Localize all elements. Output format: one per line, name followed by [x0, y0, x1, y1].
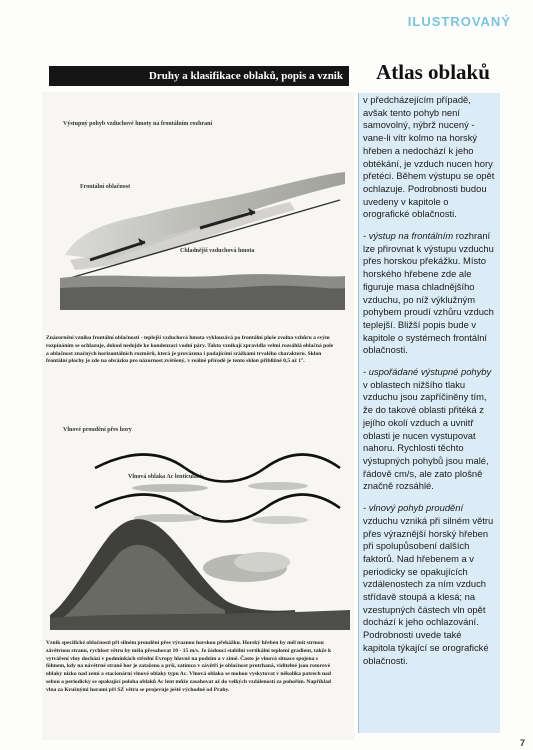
sidebar-paragraph-3 [359, 366, 500, 493]
sidebar-text-4: vzduchu vzniká při silném větru přes výraznější horský hřeben při spolupůsobení dalších faktorů. Nad hřebenem a v periodicky se opakujících vzdálenostech za ním vzduch střídavě stoupá a klesá; na vzestupných částech vln opět dochází k jeho ochlazování. Podrobnosti uvede také kapitola týkající se orografické oblačnosti. [363, 514, 494, 666]
cold-air-label: Chladnější vzduchová hmota [180, 248, 255, 254]
page-number: 7 [519, 738, 525, 748]
sidebar-lead-2: - výstup na frontálním [363, 230, 454, 242]
frontal-cloud-label: Frontální oblačnost [80, 184, 131, 190]
figure1-heading: Výstupný pohyb vzduchové hmoty na frontálním rozhraní [63, 121, 213, 127]
sidebar-text-2: rozhraní lze přirovnat k výstupu vzduchu přes horskou překážku. Místo horského hřebene zde ale figuruje masa chladnějšího vzduchu, po níž výklužným pohybem proudí vzhůru vzduch teplejší. Bližší popis bude v kapitole o systémech frontální oblačnosti. [363, 230, 494, 356]
atlas-title: Atlas oblaků [376, 60, 490, 84]
sidebar-lead-4: - vlnový pohyb proudění [363, 502, 464, 514]
section-title-bar: Druhy a klasifikace oblaků, popis a vznik [49, 66, 349, 86]
figure1-caption: Znázornění vzniku frontální oblačnosti - teplejší vzduchová hmota vyklouzává po frontální ploše zvolna vzhůru a svým rozpínáním se ochlazuje, dokud nedojde ke kondenzaci vodní páry. Takto vznikají zpravidla velmi rozsáhlá oblačná pole a oblačnost značných horizontálních rozměrů, která je provázena i padajícími srážkami trvalého charakteru. Sklon frontální plochy je zde na obrázku pro názornost zvětšený, v reálné přírodě je tento sklon přibližně 0,5 až 1°. [46, 335, 334, 365]
sidebar-paragraph-4 [359, 502, 500, 667]
figure2-caption: Vznik specifické oblačnosti při silném proudění přes výraznou horskou překážku. Horský hřeben by měl mít strmou závětrnou stranu, rychlost větru by měla přesahovat 10 - 15 m/s. Je žádoucí stabilní vertikální teplotní gradient, takže k vytváření vlny dochází v podmínkách střední Evropy hlavně na podzim a v zimě. Často je vlnová situace spojena s föhnem, kdy na návětrné straně hor je zataženo a prší, zatímco v závětří je oblačnost protrhaná, viditelné jsou rotorové oblaky nízko nad zemí a stacionární vlnové oblaky typu Ac. Vlnová oblaka se mohou vyskytovat v několika patrech nad sebou a periodicky se opakující poloha oblaků Ac lent může zasahovat až do velkých vzdáleností za pohořím. Například vlna za Krušnými horami při SZ větru se projevuje ještě východně od Prahy. [46, 640, 332, 693]
figure2-heading: Vlnové proudění přes hory [63, 427, 132, 433]
sidebar-text-3: v oblastech nižšího tlaku vzduchu jsou zapříčiněny tím, že do takové oblasti přitéká z jejího okolí vzduch a uvnitř oblasti je nucen vystupovat nahoru. Rychlosti těchto výstupných pohybů jsou malé, řádově cm/s, ale zato plošně značně rozsáhlé. [363, 378, 489, 492]
sidebar-text-1: v předcházejícím případě, avšak tento pohyb není samovolný, nýbrž nucený - vane-li vítr kolmo na horský hřeben a nedochází k jeho obtékání, je vzduch nucen hory přetéci. Během výstupu se opět ochlazuje. Podrobnosti budou uvedeny v kapitole o orografické oblačnosti. [363, 94, 495, 220]
lenticular-label: Vlnová oblaka Ac lenticularis [128, 474, 204, 480]
sidebar-paragraph-2 [359, 230, 500, 357]
frontal-cloud-illustration [50, 160, 350, 320]
sidebar-text [358, 93, 500, 733]
sidebar-lead-3: - uspořádané výstupné pohyby [363, 366, 492, 378]
mountain-wave-illustration [50, 440, 350, 630]
sidebar-paragraph-1 [359, 93, 500, 221]
brand-header: ILUSTROVANÝ [407, 14, 511, 29]
